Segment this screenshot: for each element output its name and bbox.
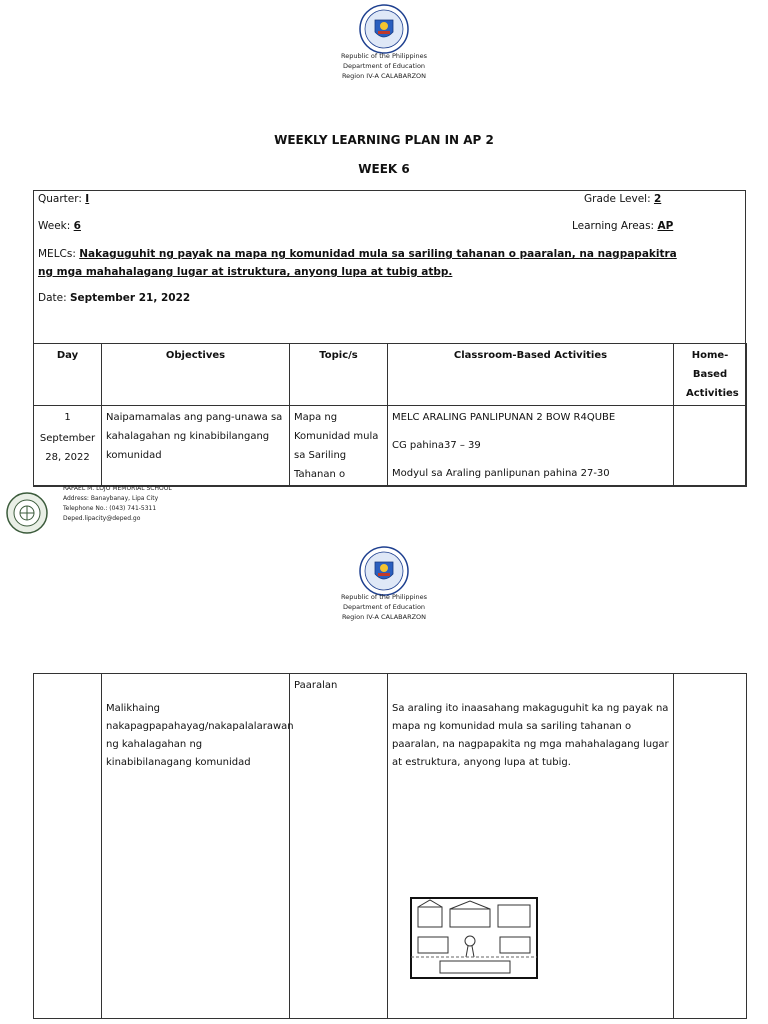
footer-email: Deped.lipacity@deped.go — [63, 515, 141, 522]
date-label: Date: — [38, 292, 67, 304]
deped-seal-page2 — [359, 546, 409, 596]
activity-melc: MELC ARALING PANLIPUNAN 2 BOW R4QUBE — [392, 412, 616, 423]
topic-cell-continued — [290, 674, 388, 1019]
day-date: September 28, 2022 — [39, 433, 96, 463]
date-field — [38, 292, 190, 304]
header-classroom-activities: Classroom-Based Activities — [388, 344, 674, 406]
date-value: September 21, 2022 — [69, 292, 191, 304]
day-cell-continued — [34, 674, 102, 1019]
week-field — [38, 220, 81, 232]
week-title: WEEK 6 — [358, 162, 410, 176]
day-number: 1 — [64, 412, 71, 423]
header-topics: Topic/s — [290, 344, 388, 406]
header-home-activities: Home-Based Activities — [674, 344, 747, 406]
melcs-label: MELCs: — [38, 248, 76, 260]
topic-continued-text: Paaralan — [294, 680, 338, 691]
deped-seal — [359, 4, 409, 54]
quarter-field — [38, 193, 103, 205]
header2-department: Department of Education — [342, 603, 426, 611]
learning-area-value: AP — [657, 220, 674, 232]
activities-cell-continued — [388, 674, 674, 1019]
topic-cell: Mapa ng Komunidad mula sa Sariling Tahanan o — [290, 406, 388, 487]
header-day: Day — [34, 344, 102, 406]
activity-modyul: Modyul sa Araling panlipunan pahina 27-30 — [392, 468, 610, 479]
melcs-value: Nakaguguhit ng payak na mapa ng komunidad mula sa sariling tahanan o paaralan, na nagpapakitra ng mga mahahalagang lugar at istruktura, anyong lupa at tubig atbp. — [38, 248, 677, 278]
plan-table-continued — [33, 673, 747, 1019]
header2-region: Region IV-A CALABARZON — [341, 613, 427, 621]
header-department: Department of Education — [342, 62, 426, 70]
grade-value: 2 — [653, 193, 662, 205]
footer-school: RAFAEL M. LOJO MEMORIAL SCHOOL — [63, 485, 172, 492]
footer-phone: Telephone No.: (043) 741-5311 — [63, 505, 157, 512]
week-label: Week: — [38, 220, 71, 232]
header-objectives: Objectives — [102, 344, 290, 406]
learning-area-field — [572, 220, 673, 232]
header-republic: Republic of the Philippines — [341, 52, 427, 60]
table-header-row — [34, 344, 747, 406]
objective-text: Malikhaing nakapagpapahayag/nakapalalarawan ng kahalagahan ng kinabibilanagang komunidad — [106, 703, 294, 768]
home-activities-cell-continued — [674, 674, 747, 1019]
grade-field — [584, 193, 661, 205]
school-logo — [6, 492, 48, 534]
quarter-label: Quarter: — [38, 193, 82, 205]
day-cell — [34, 406, 102, 487]
melcs-field — [38, 245, 678, 281]
grade-label: Grade Level: — [584, 193, 651, 205]
table-row — [34, 674, 747, 1019]
footer-address: Address: Banaybanay, Lipa City — [63, 495, 159, 502]
table-row — [34, 406, 747, 487]
plan-table — [33, 343, 747, 487]
community-map-illustration — [410, 897, 538, 979]
quarter-value: I — [85, 193, 90, 205]
activities-cell — [388, 406, 674, 487]
objective-cell-continued — [102, 674, 294, 1019]
week-value: 6 — [73, 220, 81, 232]
plan-title: WEEKLY LEARNING PLAN IN AP 2 — [274, 133, 494, 147]
header2-republic: Republic of the Philippines — [341, 593, 427, 601]
activity-description: Sa araling ito inaasahang makaguguhit ka ng payak na mapa ng komunidad mula sa sariling tahanan o paaralan, na nagpapakita ng mga mahahalagang lugar at estruktura, anyong lupa at tubig. — [392, 703, 669, 768]
objective-cell: Naipamamalas ang pang-unawa sa kahalagahan ng kinabibilangang komunidad — [102, 406, 290, 487]
learning-area-label: Learning Areas: — [572, 220, 655, 232]
activity-cg: CG pahina37 – 39 — [392, 440, 481, 451]
home-activities-cell — [674, 406, 747, 487]
header-region: Region IV-A CALABARZON — [341, 72, 427, 80]
